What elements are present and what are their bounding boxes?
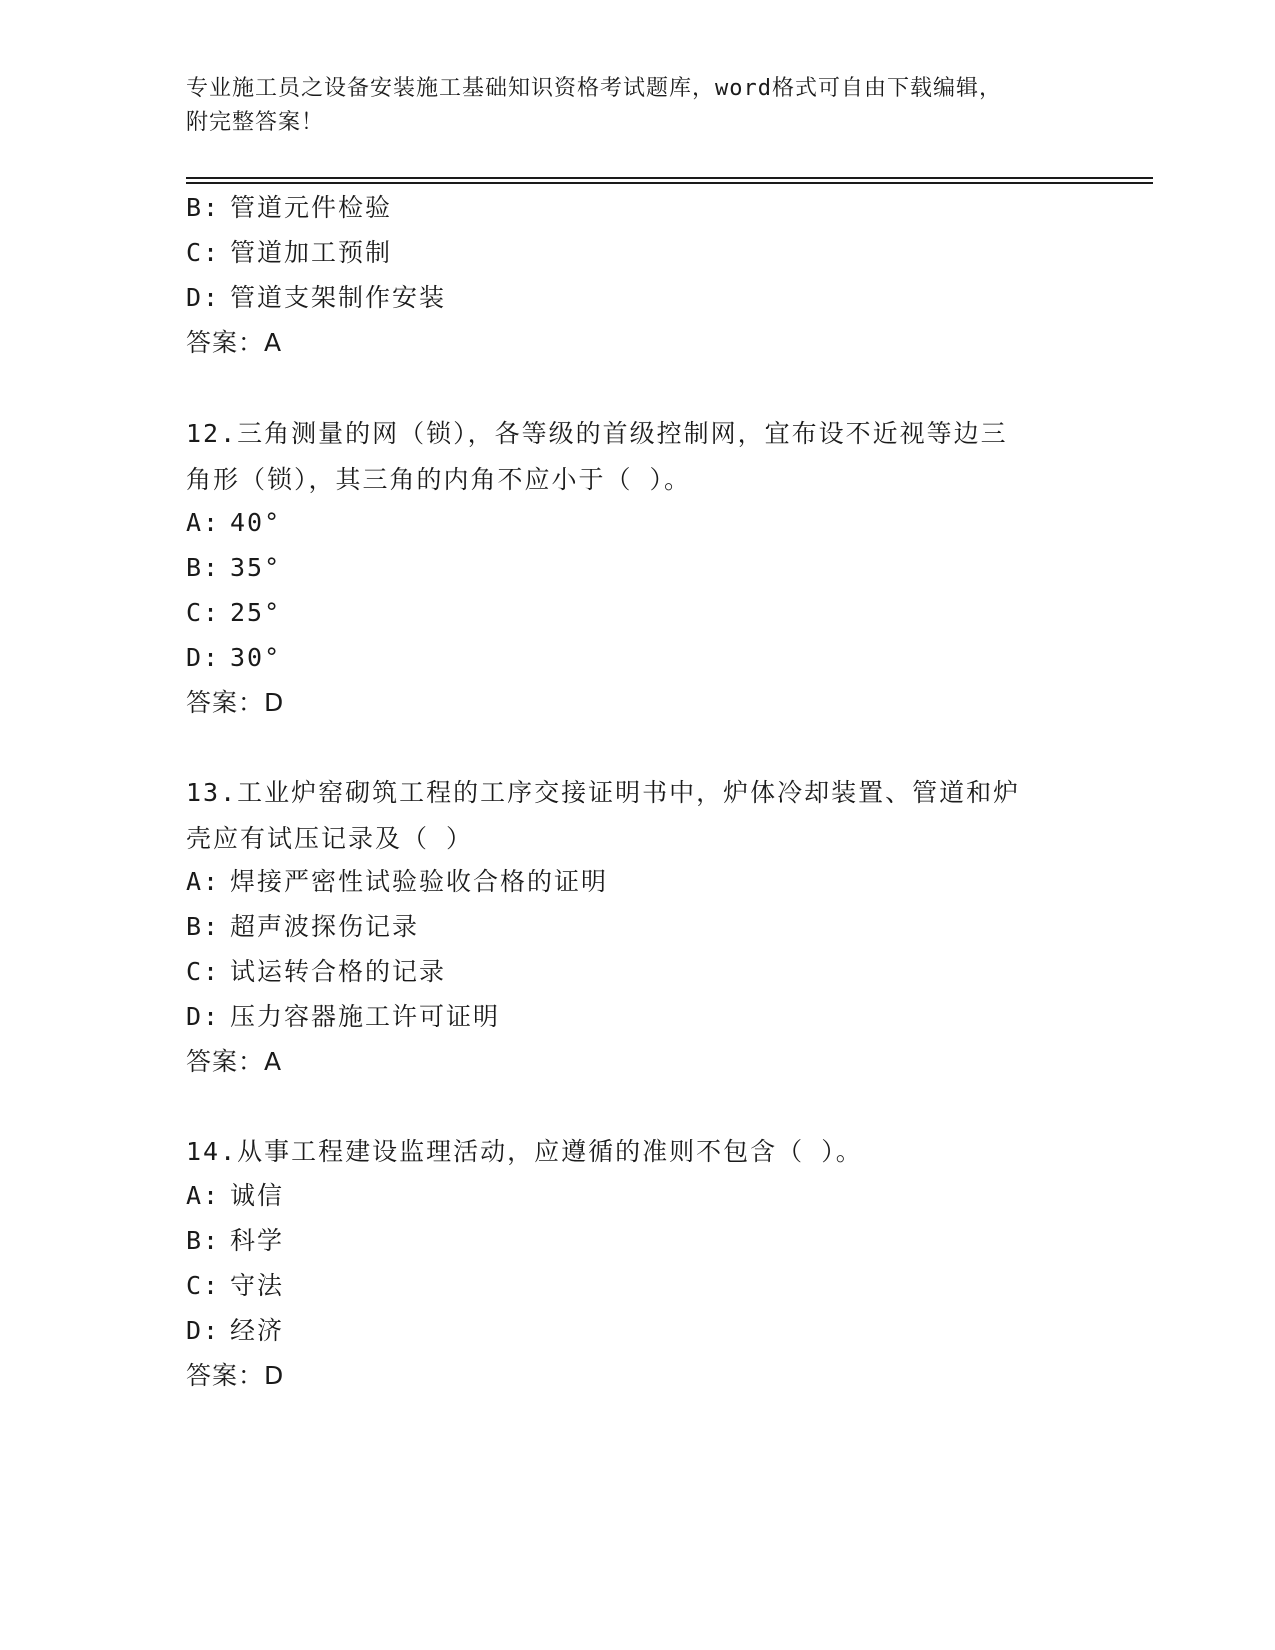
q13-stem — [186, 770, 1086, 862]
q11-option-c — [186, 235, 392, 271]
q12-stem-line-2: 角形（锁），其三角的内角不应小于（ ）。 — [186, 465, 692, 494]
option-key: D: — [186, 1002, 221, 1031]
option-text: 守法 — [230, 1271, 285, 1300]
q14-option-a — [186, 1178, 284, 1214]
q11-option-d — [186, 280, 446, 316]
q12-option-c — [186, 595, 281, 631]
q14-stem — [186, 1129, 1086, 1175]
option-text: 30° — [230, 643, 282, 672]
option-key: A: — [186, 867, 221, 896]
q12-answer: 答案：D — [186, 688, 285, 717]
document-header — [186, 72, 1086, 140]
option-key: C: — [186, 238, 221, 267]
option-key: A: — [186, 508, 221, 537]
option-text: 25° — [230, 598, 282, 627]
q13-option-d — [186, 999, 500, 1035]
option-key: C: — [186, 957, 221, 986]
q14-option-b — [186, 1223, 284, 1259]
header-line-1: 专业施工员之设备安装施工基础知识资格考试题库，word格式可自由下载编辑， — [186, 76, 1002, 101]
option-text: 管道加工预制 — [230, 238, 393, 267]
option-key: B: — [186, 193, 221, 222]
option-text: 诚信 — [230, 1181, 285, 1210]
q12-stem — [186, 411, 1086, 503]
header-line-2: 附完整答案！ — [186, 110, 325, 135]
option-key: B: — [186, 1226, 221, 1255]
option-text: 超声波探伤记录 — [230, 912, 420, 941]
q11-option-b — [186, 190, 392, 226]
q13-stem-line-2: 壳应有试压记录及（ ） — [186, 824, 474, 853]
header-divider-bottom — [186, 182, 1153, 184]
option-key: D: — [186, 283, 221, 312]
q11-answer: 答案：A — [186, 328, 283, 357]
q13-option-a — [186, 864, 608, 900]
q13-stem-line-1: 13.工业炉窑砌筑工程的工序交接证明书中，炉体冷却装置、管道和炉 — [186, 778, 1021, 807]
option-key: B: — [186, 553, 221, 582]
header-divider-top — [186, 177, 1153, 179]
option-key: D: — [186, 643, 221, 672]
option-text: 35° — [230, 553, 282, 582]
option-text: 管道支架制作安装 — [230, 283, 447, 312]
q12-stem-line-1: 12.三角测量的网（锁），各等级的首级控制网，宜布设不近视等边三 — [186, 419, 1008, 448]
option-text: 40° — [230, 508, 282, 537]
option-key: C: — [186, 1271, 221, 1300]
option-text: 试运转合格的记录 — [230, 957, 447, 986]
q14-answer: 答案：D — [186, 1361, 285, 1390]
option-key: C: — [186, 598, 221, 627]
q14-option-c — [186, 1268, 284, 1304]
q13-option-c — [186, 954, 446, 990]
q14-option-d — [186, 1313, 284, 1349]
option-key: D: — [186, 1316, 221, 1345]
q12-option-b — [186, 550, 281, 586]
q14-stem-line-1: 14.从事工程建设监理活动，应遵循的准则不包含（ ）。 — [186, 1137, 863, 1166]
option-text: 焊接严密性试验验收合格的证明 — [230, 867, 609, 896]
q12-option-d — [186, 640, 281, 676]
option-text: 管道元件检验 — [230, 193, 393, 222]
option-key: B: — [186, 912, 221, 941]
option-text: 压力容器施工许可证明 — [230, 1002, 501, 1031]
q13-option-b — [186, 909, 419, 945]
q12-option-a — [186, 505, 281, 541]
q13-answer: 答案：A — [186, 1047, 283, 1076]
option-key: A: — [186, 1181, 221, 1210]
option-text: 科学 — [230, 1226, 285, 1255]
option-text: 经济 — [230, 1316, 285, 1345]
